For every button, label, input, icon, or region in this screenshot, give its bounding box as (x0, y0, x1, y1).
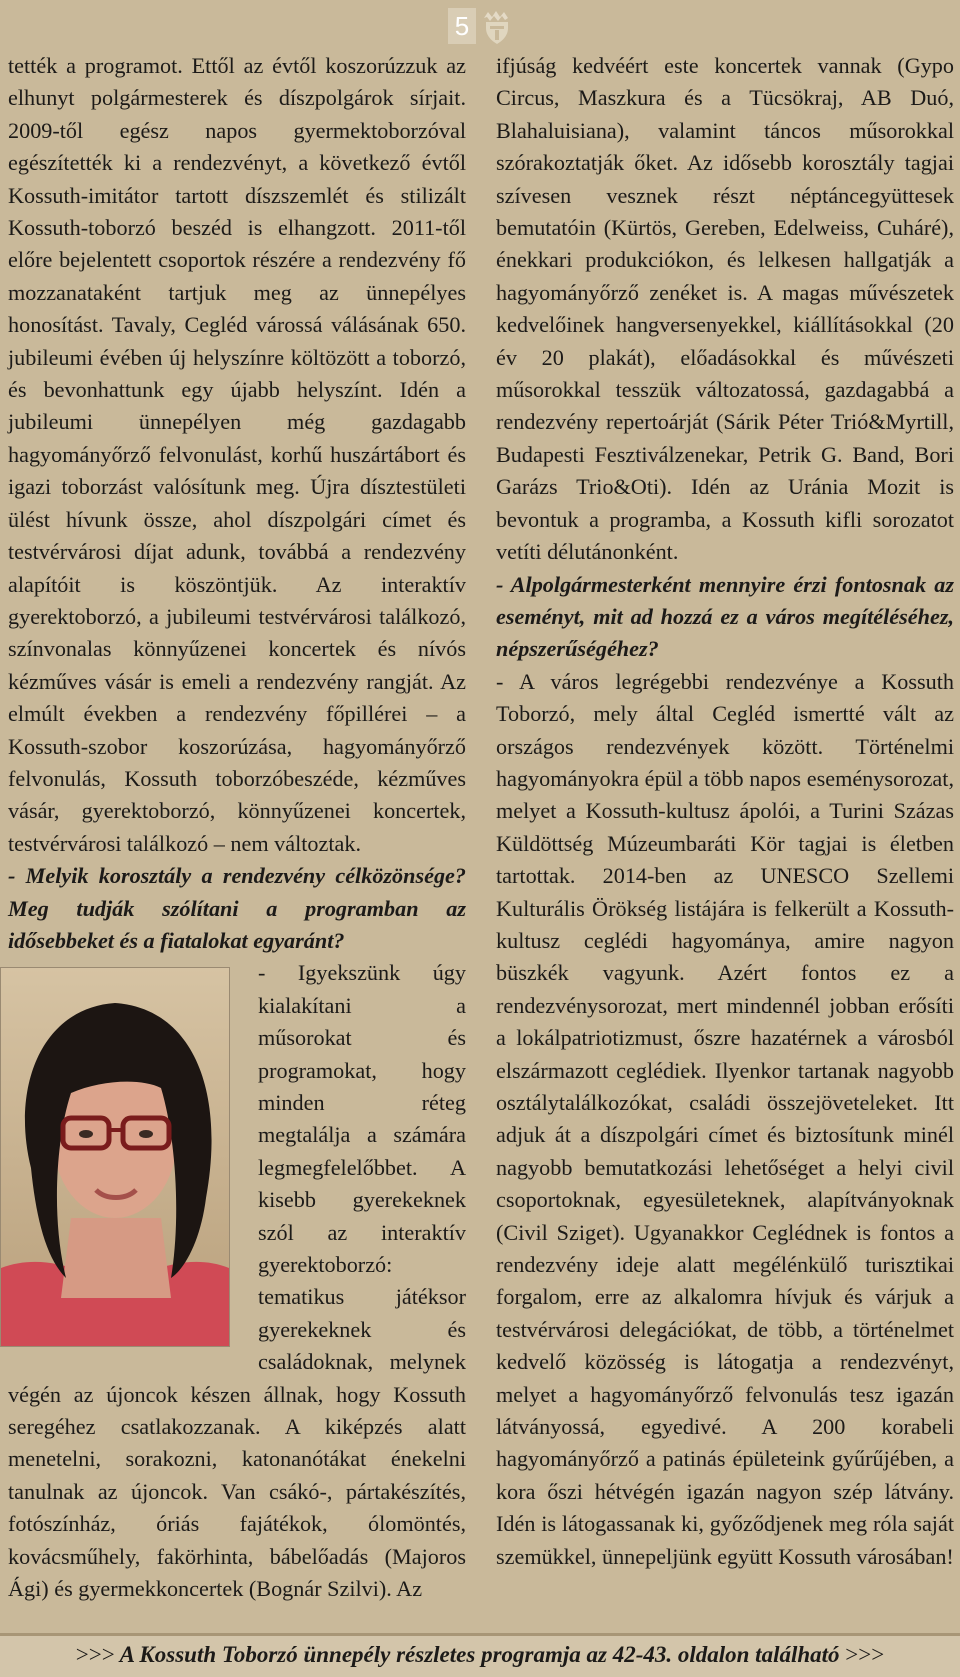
interview-answer-2: - A város legrégebbi rendezvénye a Kossuth Toborzó, mely által Cegléd ismertté vált az országos rendezvények között. Történelmi hagyományokra épül a több napos eseménysorozat, melyet a Kossuth-kultusz ápolói, a Turini Százas Küldöttség Múzeumbaráti Kör tagjai is életben tartottak. 2014-ben az UNESCO Szellemi Kulturális Örökség listájára is felkerült a Kossuth-kultusz ceglédi hagyománya, amire nagyon büszkék vagyunk. Azért fontos ez a rendezvénysorozat, mert mindennél jobban erősíti a lokálpatriotizmust, őszre hazatérnek a városból elszármazott ceglédiek. Ilyenkor tartanak nagyobb osztálytalálkozókat, családi összejöveteleket. Itt adjuk át a díszpolgári címet és biztosítunk minél nagyobb bemutatkozási lehetőséget a helyi civil csoportoknak, egyesületeknek, alapítványoknak (Civil Sziget). Ugyanakkor Ceglédnek is fontos a rendezvény ideje alatt megélénkülő turisztikai forgalom, erre az alkalomra hívjuk és várjuk a testvérvárosi delegációkat, de több, a történelmet kedvelő közösség is látogatja a rendezvényt, melyet a hagyományőrző felvonulás tesz igazán látványossá, egyedivé. A 200 korabeli hagyományőrző a patinás épületeink gyűrűjében, a kora őszi hétvégén igazán nagyon szép látvány. Idén is látogassanak ki, győződjenek meg róla saját szemükkel, ünnepeljünk együtt Kossuth városában! (496, 668, 954, 1569)
left-paragraph: tették a programot. Ettől az évtől koszorúzzuk az elhunyt polgármesterek és díszpolgárok sírjait. 2009-től egész napos gyermektoborzóval egészítették ki a rendezvényt, a következő évtől Kossuth-imitátor tartott díszszemlét és stilizált Kossuth-toborzó beszéd is elhangzott. 2011-től előre bejelentett csoportok részére a rendezvény fő mozzanataként tartjuk meg az ünnepélyes honosítást. Tavaly, Cegléd várossá válásának 650. jubileumi évében új helyszínre költözött a toborzó, és bevonhattunk egy újabb helyszínt. Idén a jubileumi ünnepélyen még gazdagabb hagyományőrző felvonulást, korhű huszártábort és igazi toborzást valósítunk meg. Újra dísztestületi ülést hívunk össze, ahol díszpolgári címet és testvérvárosi díjat adunk, továbbá a rendezvény alapítóit is köszöntjük. Az interaktív gyerektoborzó, a jubileumi testvérvárosi találkozó, színvonalas könnyűzenei koncertek és nívós kézműves vásár is emeli a rendezvény rangját. Az elmúlt években a rendezvény főpillérei – a Kossuth-szobor koszorúzása, hagyományőrző felvonulás, Kossuth toborzóbeszéde, kézműves vásár, gyerektoborzó, könnyűzenei koncertek, testvérvárosi találkozó – nem változtak. (8, 53, 466, 856)
footer-banner (0, 1633, 960, 1677)
footer-arrows-right: >>> (845, 1642, 885, 1667)
left-column (8, 50, 466, 1606)
interview-question-2: - Alpolgármesterként mennyire érzi fontosnak az eseményt, mit ad hozzá ez a város megítéléséhez, népszerűségéhez? (496, 571, 954, 662)
right-paragraph: ifjúság kedvéért este koncertek vannak (Gypo Circus, Maszkura és a Tücsökraj, AB Duó, Blahaluisiana), valamint táncos műsorokkal szórakoztatják őket. Az idősebb korosztály tagjai szívesen vesznek részt néptáncegyüttesek bemutatóin (Kürtös, Gereben, Edelweiss, Cuháré), énekkari produkciókon, és lelkesen hallgatják a hagyományőrző zenéket is. A magas művészetek kedvelőinek hangversenyekkel, kiállításokkal (20 év 20 plakát), előadásokkal és művészeti műsorokkal tesszük változatossá, gazdagabbá a rendezvény repertoárját (Sárik Péter Trió&Myrtill, Budapesti Fesztiválzenekar, Petrik G. Band, Bori Garázs Trio&Oti). Idén az Uránia Mozit is bevontuk a programba, a Kossuth kifli sorozatot vetíti délutánonként. (496, 53, 954, 565)
portrait-photo (0, 967, 230, 1347)
page-number: 5 (448, 8, 476, 44)
footer-arrows-left: >>> (75, 1642, 115, 1667)
interview-answer: - Igyekszünk úgy kialakítani a műsorokat és programokat, hogy minden réteg megtalálja a számára legmegfelelőbbet. A kisebb gyerekeknek szól az interaktív gyerektoborzó: tematikus játéksor gyerekeknek és családoknak, melynek végén az újoncok készen állnak, hogy Kossuth seregéhez csatlakozzanak. A kiképzés alatt menetelni, sorakozni, katonanótákat énekelni tanulnak az újoncok. Van csákó-, pártakészítés, fotószínház, óriás fajátékok, ólomöntés, kovácsműhely, fakörhinta, bábelőadás (Majoros Ági) és gyermekkoncertek (Bognár Szilvi). Az (8, 957, 466, 1605)
footer-text: A Kossuth Toborzó ünnepély részletes programja az 42-43. oldalon található (119, 1642, 840, 1667)
city-crest-icon (478, 8, 516, 48)
interview-question: - Melyik korosztály a rendezvény célközönsége? Meg tudják szólítani a programban az idősebbeket és a fiatalokat egyaránt? (8, 863, 466, 953)
right-column (496, 50, 954, 1573)
